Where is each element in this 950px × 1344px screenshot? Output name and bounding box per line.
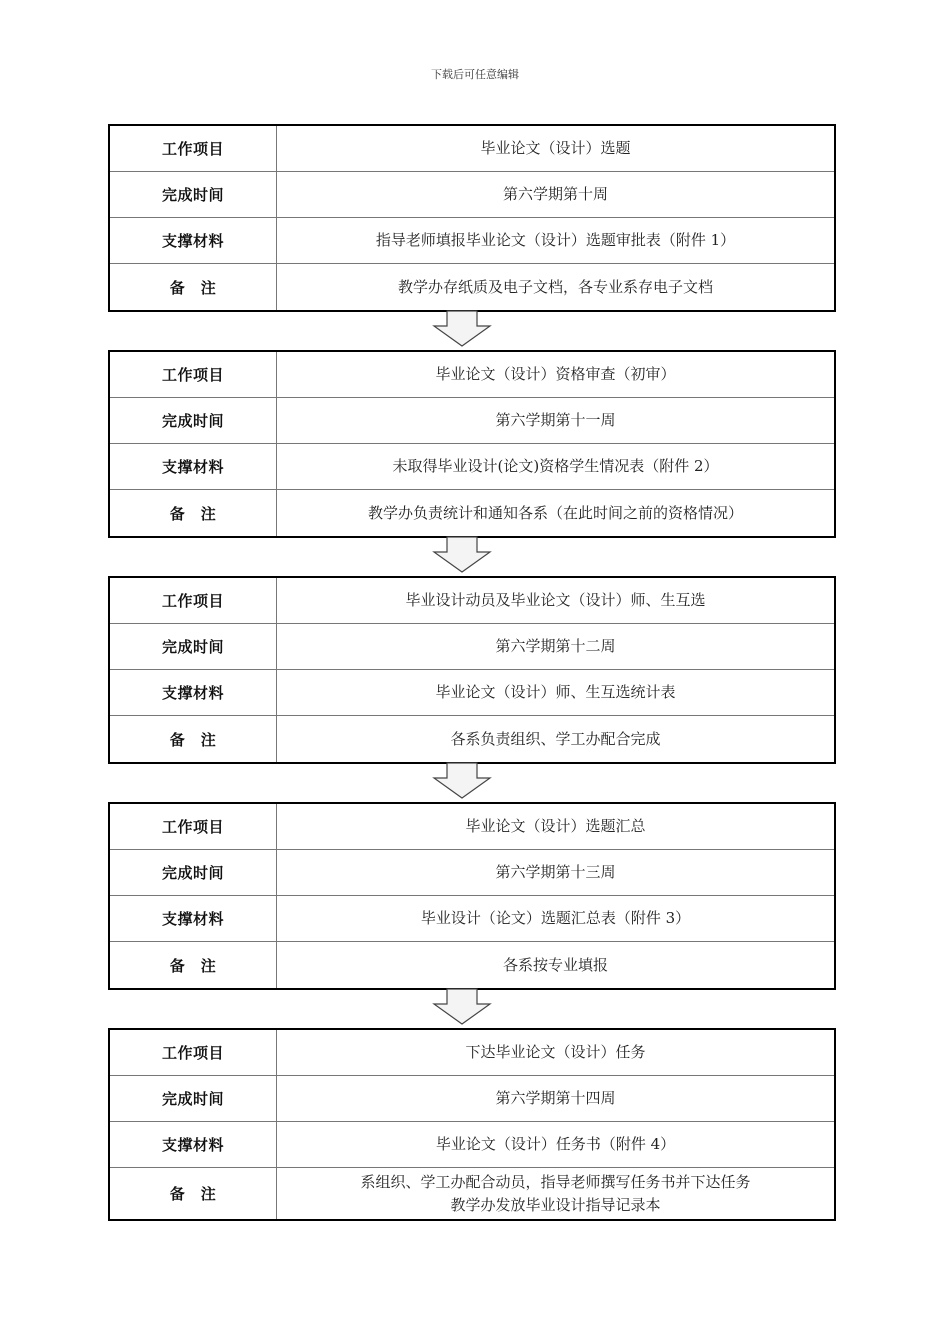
remarks-label: 备 注 xyxy=(110,716,277,762)
remarks-value xyxy=(277,490,834,536)
work-item-label: 工作项目 xyxy=(110,1030,277,1075)
work-item-value: 毕业论文（设计）选题 xyxy=(480,139,631,157)
down-arrow-icon xyxy=(432,310,492,348)
work-item-row xyxy=(110,578,834,623)
work-item-value: 下达毕业论文（设计）任务 xyxy=(465,1043,646,1061)
completion-time-value: 第六学期第十三周 xyxy=(495,863,616,881)
completion-time-row xyxy=(110,1075,834,1121)
step-table-3 xyxy=(108,576,836,764)
completion-time-label: 完成时间 xyxy=(110,850,277,895)
remarks-row xyxy=(110,715,834,762)
completion-time-label: 完成时间 xyxy=(110,1076,277,1121)
completion-time-value: 第六学期第十二周 xyxy=(495,637,616,655)
supporting-material-label: 支撑材料 xyxy=(110,896,277,941)
work-item-row xyxy=(110,1030,834,1075)
completion-time-value: 第六学期第十四周 xyxy=(495,1089,616,1107)
remark-line-2: 教学办发放毕业设计指导记录本 xyxy=(450,1195,661,1214)
supporting-material-row xyxy=(110,217,834,263)
remark-line-1: 各系按专业填报 xyxy=(502,955,608,974)
remark-line-1: 教学办负责统计和通知各系（在此时间之前的资格情况） xyxy=(367,503,743,522)
remarks-value xyxy=(277,942,834,988)
remark-line-1: 教学办存纸质及电子文档，各专业系存电子文档 xyxy=(397,277,713,296)
remarks-value xyxy=(277,264,834,310)
work-item-value: 毕业设计动员及毕业论文（设计）师、生互选 xyxy=(405,591,706,609)
work-item-label: 工作项目 xyxy=(110,804,277,849)
supporting-material-label: 支撑材料 xyxy=(110,444,277,489)
supporting-material-value: 指导老师填报毕业论文（设计）选题审批表（附件 1） xyxy=(375,231,736,249)
supporting-material-value: 毕业设计（论文）选题汇总表（附件 3） xyxy=(420,909,691,927)
completion-time-row xyxy=(110,397,834,443)
remark-line-1: 各系负责组织、学工办配合完成 xyxy=(450,729,661,748)
step-table-5 xyxy=(108,1028,836,1221)
completion-time-label: 完成时间 xyxy=(110,398,277,443)
supporting-material-row xyxy=(110,669,834,715)
page-header: 下载后可任意编辑 xyxy=(431,68,519,81)
supporting-material-row xyxy=(110,895,834,941)
step-table-1 xyxy=(108,124,836,312)
supporting-material-label: 支撑材料 xyxy=(110,670,277,715)
remarks-row xyxy=(110,1167,834,1219)
remarks-row xyxy=(110,941,834,988)
work-item-label: 工作项目 xyxy=(110,126,277,171)
down-arrow-icon xyxy=(432,988,492,1026)
step-table-2 xyxy=(108,350,836,538)
down-arrow-icon xyxy=(432,536,492,574)
work-item-label: 工作项目 xyxy=(110,578,277,623)
supporting-material-row xyxy=(110,443,834,489)
work-item-label: 工作项目 xyxy=(110,352,277,397)
remarks-label: 备 注 xyxy=(110,490,277,536)
supporting-material-label: 支撑材料 xyxy=(110,1122,277,1167)
supporting-material-label: 支撑材料 xyxy=(110,218,277,263)
remarks-value xyxy=(277,1168,834,1219)
remark-line-1: 系组织、学工办配合动员，指导老师撰写任务书并下达任务 xyxy=(360,1172,751,1191)
work-item-row xyxy=(110,126,834,171)
remarks-row xyxy=(110,263,834,310)
work-item-value: 毕业论文（设计）资格审查（初审） xyxy=(435,365,676,383)
remarks-label: 备 注 xyxy=(110,1168,277,1219)
completion-time-value: 第六学期第十周 xyxy=(502,185,608,203)
completion-time-row xyxy=(110,171,834,217)
supporting-material-row xyxy=(110,1121,834,1167)
work-item-row xyxy=(110,352,834,397)
remarks-label: 备 注 xyxy=(110,264,277,310)
remarks-row xyxy=(110,489,834,536)
remarks-label: 备 注 xyxy=(110,942,277,988)
step-table-4 xyxy=(108,802,836,990)
completion-time-label: 完成时间 xyxy=(110,172,277,217)
work-item-row xyxy=(110,804,834,849)
down-arrow-icon xyxy=(432,762,492,800)
completion-time-row xyxy=(110,849,834,895)
supporting-material-value: 未取得毕业设计(论文)资格学生情况表（附件 2） xyxy=(392,457,719,475)
supporting-material-value: 毕业论文（设计）任务书（附件 4） xyxy=(435,1135,676,1153)
work-item-value: 毕业论文（设计）选题汇总 xyxy=(465,817,646,835)
completion-time-row xyxy=(110,623,834,669)
completion-time-label: 完成时间 xyxy=(110,624,277,669)
completion-time-value: 第六学期第十一周 xyxy=(495,411,616,429)
supporting-material-value: 毕业论文（设计）师、生互选统计表 xyxy=(435,683,676,701)
remarks-value xyxy=(277,716,834,762)
